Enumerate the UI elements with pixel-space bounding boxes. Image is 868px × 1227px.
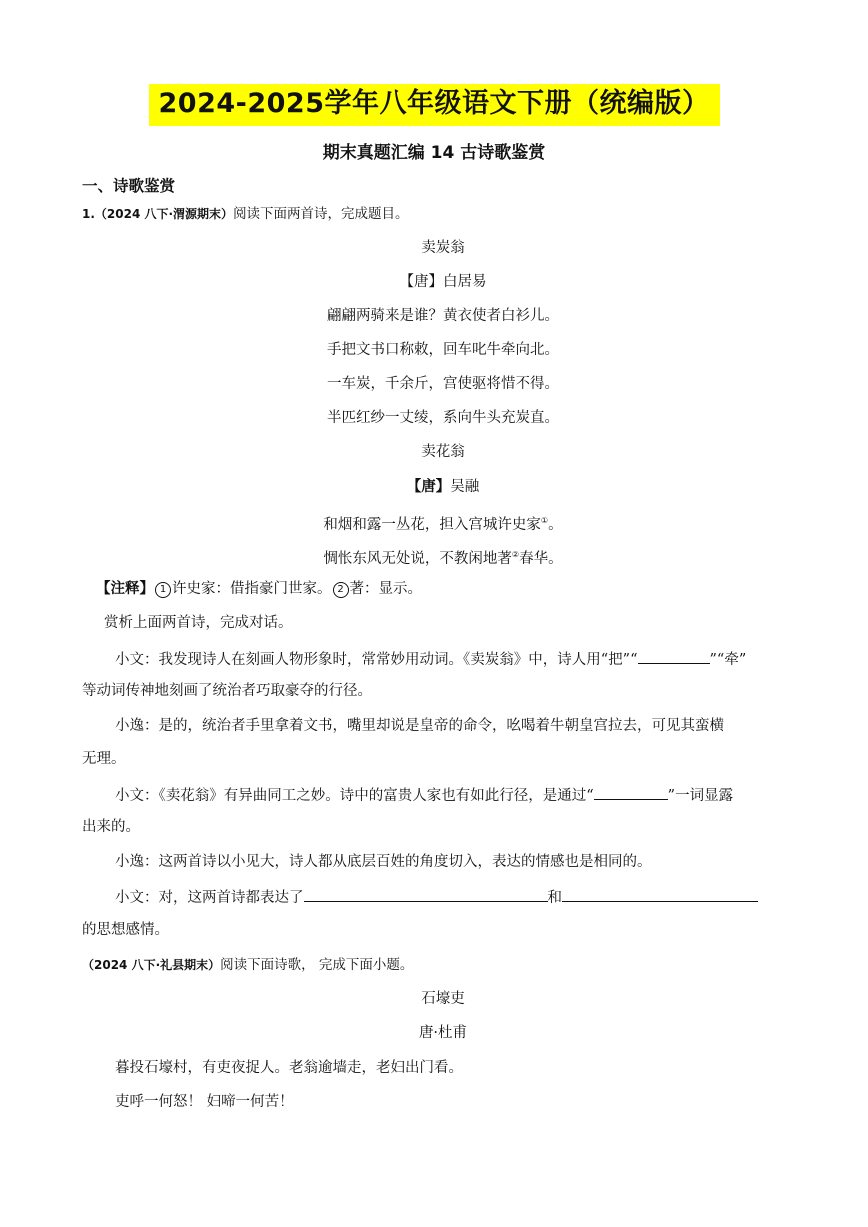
question1-prompt: 阅读下面两首诗，完成题目。 — [233, 206, 409, 222]
poem1-title: 卖炭翁 — [421, 240, 465, 256]
poem2-line-text: 和烟和露一丛花，担入宫城许史家 — [323, 516, 541, 533]
note-text: 著：显示。 — [349, 581, 422, 597]
dialogue-text: 小文：对，这两首诗都表达了 — [115, 890, 304, 906]
note-number: 2 — [333, 582, 349, 598]
dialogue-text: 出来的。 — [82, 819, 140, 835]
dialogue-paragraph: 小逸：是的，统治者手里拿着文书，嘴里却说是皇帝的命令，吆喝着牛朝皇宫拉去，可见其蛮横 — [115, 718, 724, 734]
note-marker: ① — [540, 516, 549, 525]
poem3-title: 石壕吏 — [421, 991, 465, 1007]
notes-label: 【注释】 — [96, 580, 154, 597]
document-subtitle: 期末真题汇编 14 古诗歌鉴赏 — [322, 143, 546, 163]
poem2-author-name: 吴融 — [450, 479, 480, 495]
answer-blank[interactable] — [638, 648, 710, 664]
dialogue-text: 无理。 — [82, 751, 126, 767]
poem3-line: 暮投石壕村，有吏夜捉人。老翁逾墙走，老妇出门看。 — [115, 1060, 463, 1076]
note-text: 许史家：借指豪门世家。 — [172, 581, 332, 597]
dialogue-paragraph: 小逸：这两首诗以小见大，诗人都从底层百姓的角度切入，表达的情感也是相同的。 — [115, 854, 652, 870]
poem3-line: 吏呼一何怒！ 妇啼一何苦！ — [115, 1094, 294, 1110]
dialogue-paragraph — [115, 648, 746, 670]
title-container — [0, 84, 868, 126]
dialogue-paragraph — [115, 784, 733, 806]
poem1-author: 【唐】白居易 — [399, 274, 487, 290]
question1-number: 1. — [82, 207, 95, 221]
poem2-line-text: 惆怅东风无处说，不教闲地著 — [323, 550, 512, 567]
section-title: 一、诗歌鉴赏 — [82, 177, 176, 195]
dialogue-text: 小文：《卖花翁》有异曲同工之妙。诗中的富贵人家也有如此行径，是通过“ — [115, 788, 594, 804]
question2-intro — [82, 955, 413, 975]
poem2-dynasty: 【唐】 — [406, 478, 451, 495]
answer-blank[interactable] — [304, 886, 548, 902]
dialogue-text: ”一词显露 — [667, 788, 734, 804]
poem1-line: 半匹红纱一丈绫，系向牛头充炭直。 — [327, 410, 559, 426]
note-number: 1 — [155, 582, 171, 598]
poem2-line — [0, 511, 868, 535]
dialogue-text: 小文：我发现诗人在刻画人物形象时，常常妙用动词。《卖炭翁》中，诗人用“把”“ — [115, 652, 638, 668]
instruction-text: 赏析上面两首诗，完成对话。 — [104, 615, 293, 631]
dialogue-paragraph — [115, 886, 758, 908]
poem1-line: 手把文书口称敕，回车叱牛牵向北。 — [327, 342, 559, 358]
poem1-line: 一车炭，千余斤，宫使驱将惜不得。 — [327, 376, 559, 392]
question1-intro — [82, 204, 409, 224]
answer-blank[interactable] — [562, 886, 758, 902]
dialogue-text: 等动词传神地刻画了统治者巧取豪夺的行径。 — [82, 683, 372, 699]
poem2-line-end: 春华。 — [519, 550, 563, 567]
note-marker: ② — [511, 550, 520, 559]
question1-source: （2024 八下·渭源期末） — [94, 207, 234, 221]
dialogue-text: 和 — [547, 890, 562, 906]
poem2-line — [0, 545, 868, 569]
poem3-author: 唐·杜甫 — [418, 1025, 468, 1041]
annotation-notes — [96, 579, 422, 599]
poem2-line-end: 。 — [548, 516, 563, 533]
dialogue-text: ”“牵” — [709, 652, 747, 668]
poem2-title: 卖花翁 — [421, 444, 465, 460]
poem1-line: 翩翩两骑来是谁？黄衣使者白衫儿。 — [327, 308, 559, 324]
dialogue-text: 的思想感情。 — [82, 922, 169, 938]
answer-blank[interactable] — [594, 784, 668, 800]
document-title: 2024-2025学年八年级语文下册（统编版） — [149, 84, 720, 126]
question2-prompt: 阅读下面诗歌， 完成下面小题。 — [220, 957, 414, 973]
poem2-author — [0, 477, 868, 497]
question2-source: （2024 八下·礼县期末） — [82, 958, 221, 972]
